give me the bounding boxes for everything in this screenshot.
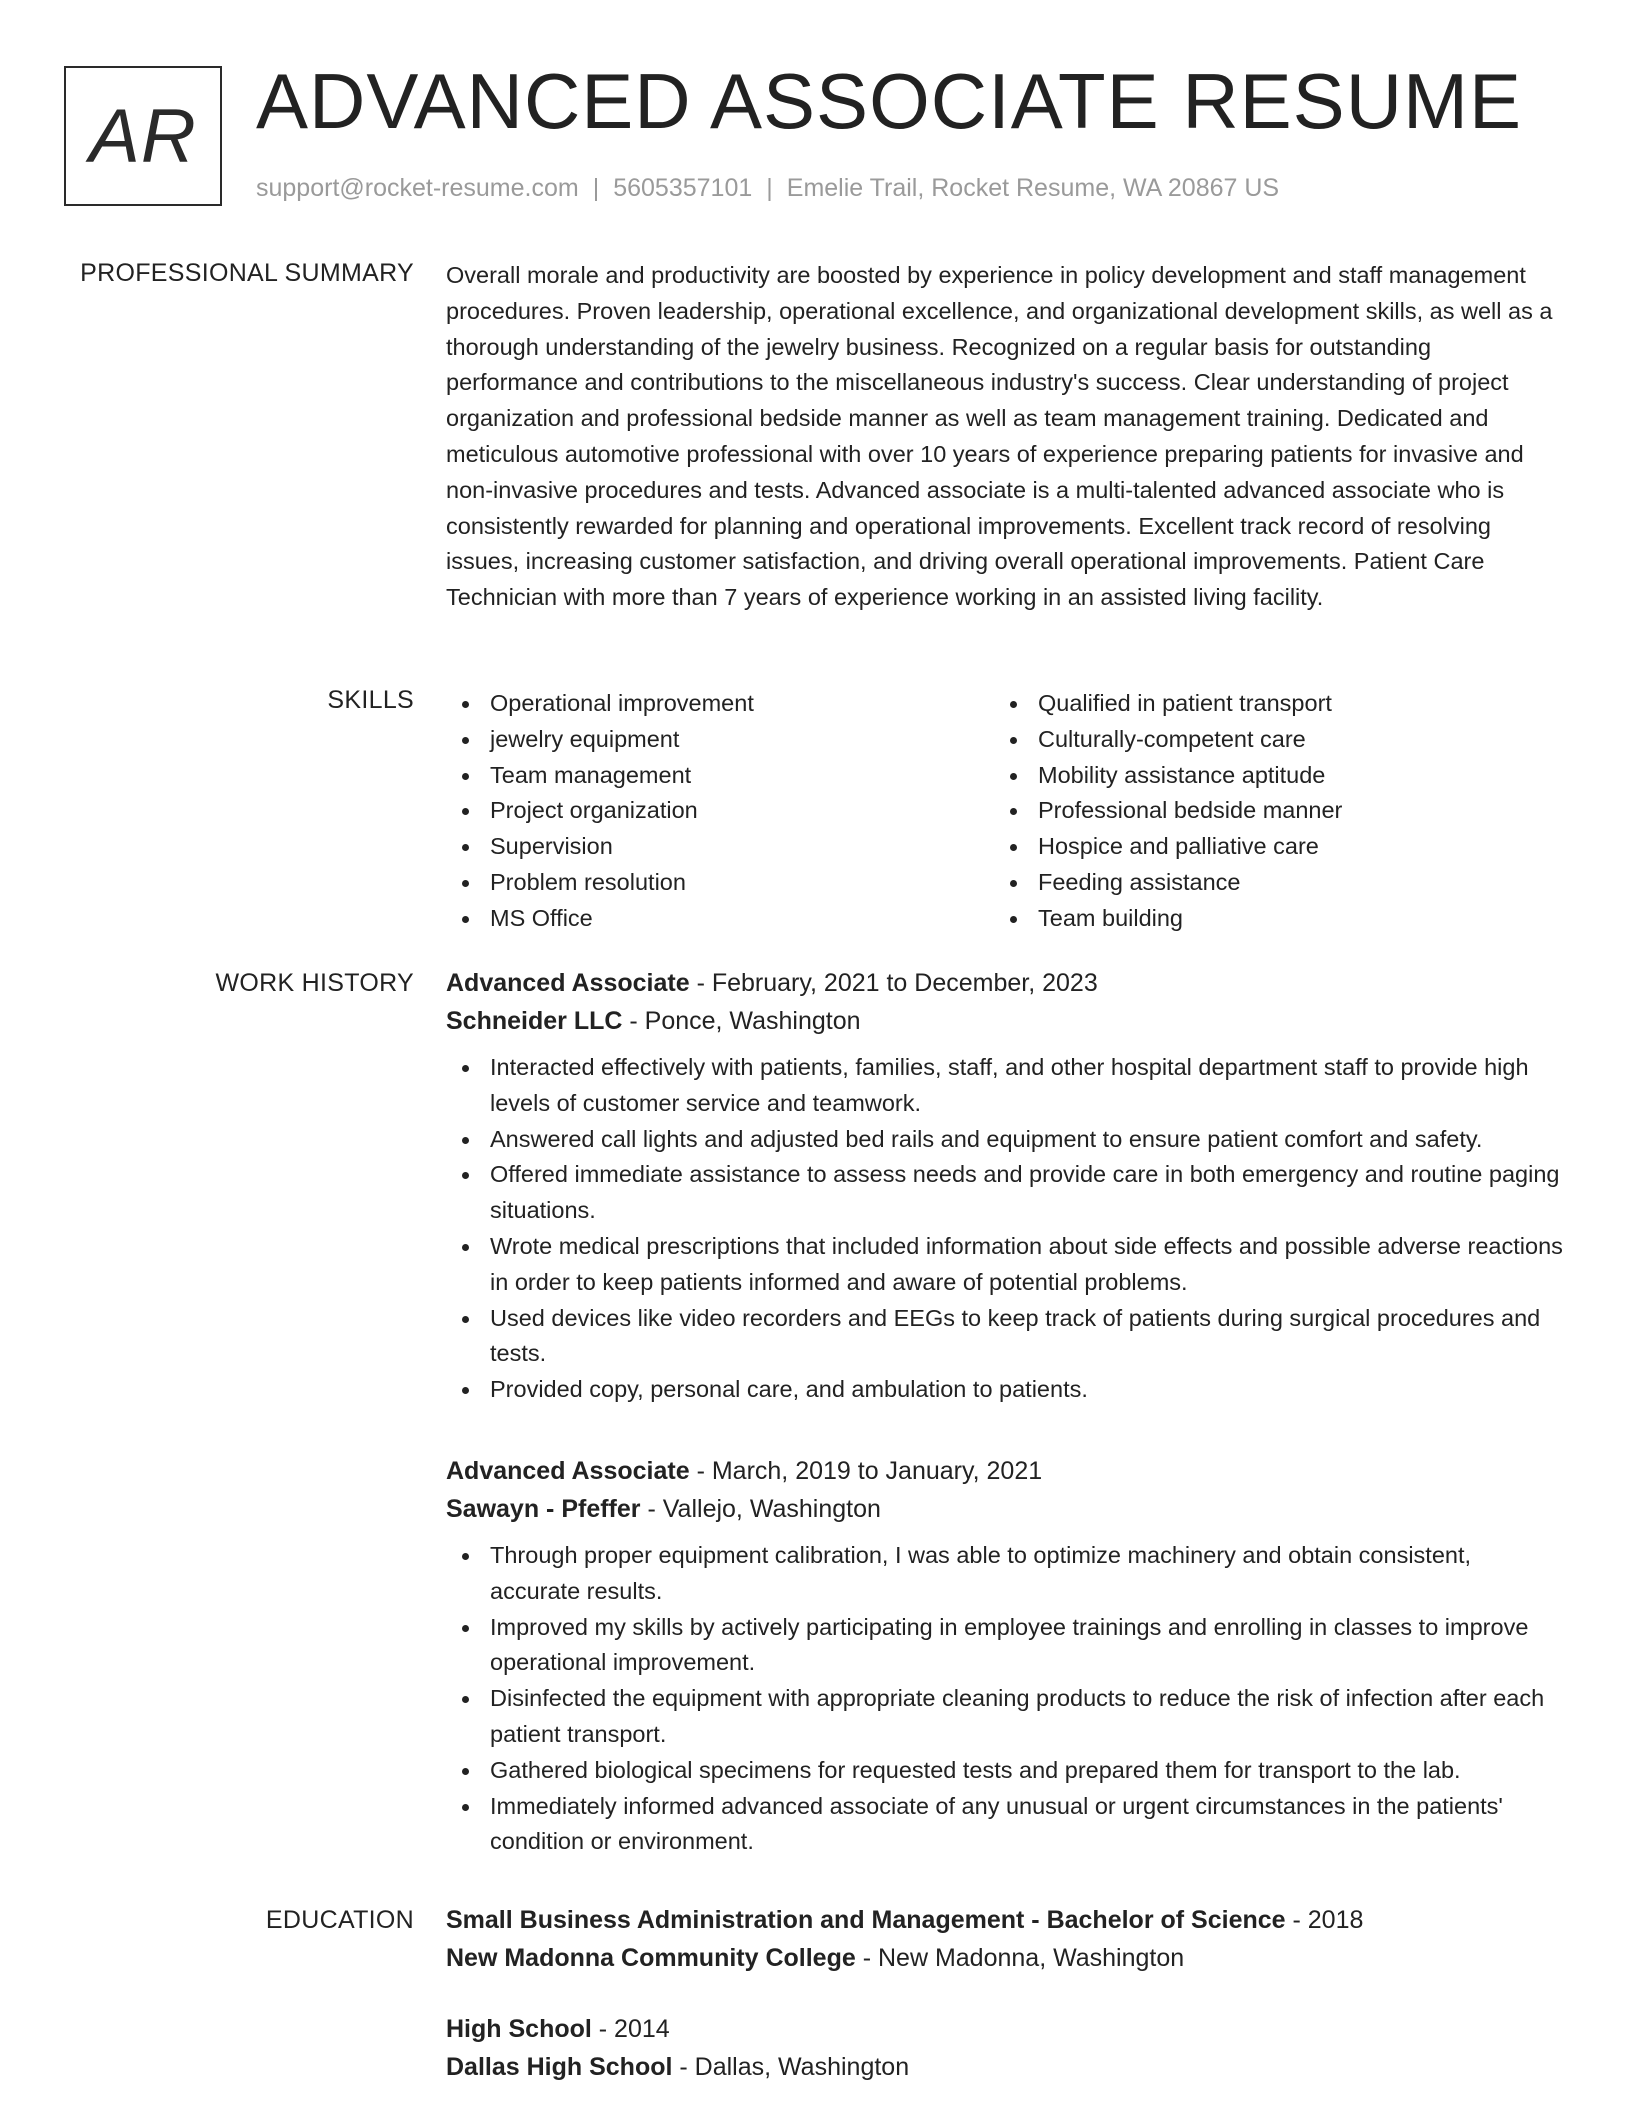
duty-item: Answered call lights and adjusted bed rails and equipment to ensure patient comfort and safety. (446, 1122, 1564, 1158)
duty-item: Disinfected the equipment with appropriate cleaning products to reduce the risk of infection after each patient transport. (446, 1681, 1564, 1753)
education-entry (446, 1901, 1564, 1977)
skill-item: Operational improvement (446, 686, 994, 722)
job-location: - Vallejo, Washington (640, 1495, 881, 1523)
contact-phone[interactable]: 5605357101 (613, 174, 753, 202)
job-title-line (446, 964, 1564, 1002)
job-company: Sawayn - Pfeffer (446, 1495, 641, 1523)
skill-item: Problem resolution (446, 865, 994, 901)
skills-heading: SKILLS (327, 686, 414, 714)
education-location: - Dallas, Washington (672, 2053, 910, 2081)
skill-item: Feeding assistance (994, 865, 1542, 901)
job-entry (446, 1452, 1564, 1860)
skill-item: Project organization (446, 793, 994, 829)
job-location: - Ponce, Washington (622, 1007, 861, 1035)
education-school-line (446, 1939, 1564, 1977)
job-duties (446, 1538, 1564, 1860)
contact-line (256, 174, 1279, 203)
work-history-heading: WORK HISTORY (215, 969, 414, 997)
duty-item: Offered immediate assistance to assess needs and provide care in both emergency and routine paging situations. (446, 1157, 1564, 1229)
skill-item: Team management (446, 758, 994, 794)
job-dates: - March, 2019 to January, 2021 (689, 1457, 1043, 1485)
skill-item: jewelry equipment (446, 722, 994, 758)
resume-title: ADVANCED ASSOCIATE RESUME (256, 57, 1523, 145)
job-entry (446, 964, 1564, 1408)
contact-address: Emelie Trail, Rocket Resume, WA 20867 US (786, 174, 1280, 202)
education-heading: EDUCATION (265, 1906, 414, 1934)
education-year: - 2014 (591, 2015, 670, 2043)
education-degree: High School (446, 2015, 592, 2043)
contact-separator: | (766, 174, 773, 202)
duty-item: Interacted effectively with patients, families, staff, and other hospital department staff to provide high levels of customer service and teamwork. (446, 1050, 1564, 1122)
job-company-line (446, 1002, 1564, 1040)
contact-email[interactable]: support@rocket-resume.com (256, 174, 579, 202)
education-location: - New Madonna, Washington (855, 1944, 1185, 1972)
duty-item: Provided copy, personal care, and ambulation to patients. (446, 1372, 1564, 1408)
duty-item: Used devices like video recorders and EEGs to keep track of patients during surgical procedures and tests. (446, 1301, 1564, 1373)
summary-text: Overall morale and productivity are boosted by experience in policy development and staff management procedures. Proven leadership, operational excellence, and organizational development skills, as well as a thorough understanding of the jewelry business. Recognized on a regular basis for outstanding performance and contributions to the miscellaneous industry's success. Clear understanding of project organization and professional bedside manner as well as team management training. Dedicated and meticulous automotive professional with over 10 years of experience preparing patients for invasive and non-invasive procedures and tests. Advanced associate is a multi-talented advanced associate who is consistently rewarded for planning and operational improvements. Excellent track record of resolving issues, increasing customer satisfaction, and driving overall operational improvements. Patient Care Technician with more than 7 years of experience working in an assisted living facility. (446, 262, 1553, 611)
skills-column-right (994, 686, 1542, 937)
job-dates: - February, 2021 to December, 2023 (689, 969, 1098, 997)
skill-item: Culturally-competent care (994, 722, 1542, 758)
job-company: Schneider LLC (446, 1007, 623, 1035)
skill-item: Hospice and palliative care (994, 829, 1542, 865)
education-school: New Madonna Community College (446, 1944, 856, 1972)
skill-item: MS Office (446, 901, 994, 937)
monogram-badge (64, 66, 222, 206)
job-title: Advanced Associate (446, 969, 690, 997)
duty-item: Immediately informed advanced associate of any unusual or urgent circumstances in the patients' condition or environment. (446, 1789, 1564, 1861)
skill-item: Supervision (446, 829, 994, 865)
skill-item: Qualified in patient transport (994, 686, 1542, 722)
job-duties (446, 1050, 1564, 1408)
job-title: Advanced Associate (446, 1457, 690, 1485)
skills-list (446, 686, 1564, 937)
education-degree-line (446, 1901, 1564, 1939)
job-title-line (446, 1452, 1564, 1490)
skill-item: Professional bedside manner (994, 793, 1542, 829)
education-school: Dallas High School (446, 2053, 673, 2081)
duty-item: Gathered biological specimens for requested tests and prepared them for transport to the lab. (446, 1753, 1564, 1789)
job-company-line (446, 1490, 1564, 1528)
monogram-initials: AR (89, 93, 197, 179)
summary-heading: PROFESSIONAL SUMMARY (80, 259, 414, 287)
skill-item: Mobility assistance aptitude (994, 758, 1542, 794)
education-degree: Small Business Administration and Management - Bachelor of Science (446, 1906, 1286, 1934)
education-year: - 2018 (1285, 1906, 1364, 1934)
education-school-line (446, 2048, 1564, 2086)
education-entry (446, 2010, 1564, 2086)
duty-item: Wrote medical prescriptions that included information about side effects and possible adverse reactions in order to keep patients informed and aware of potential problems. (446, 1229, 1564, 1301)
skills-column-left (446, 686, 994, 937)
education-degree-line (446, 2010, 1564, 2048)
skill-item: Team building (994, 901, 1542, 937)
duty-item: Improved my skills by actively participating in employee trainings and enrolling in classes to improve operational improvement. (446, 1610, 1564, 1682)
duty-item: Through proper equipment calibration, I was able to optimize machinery and obtain consistent, accurate results. (446, 1538, 1564, 1610)
contact-separator: | (592, 174, 600, 202)
